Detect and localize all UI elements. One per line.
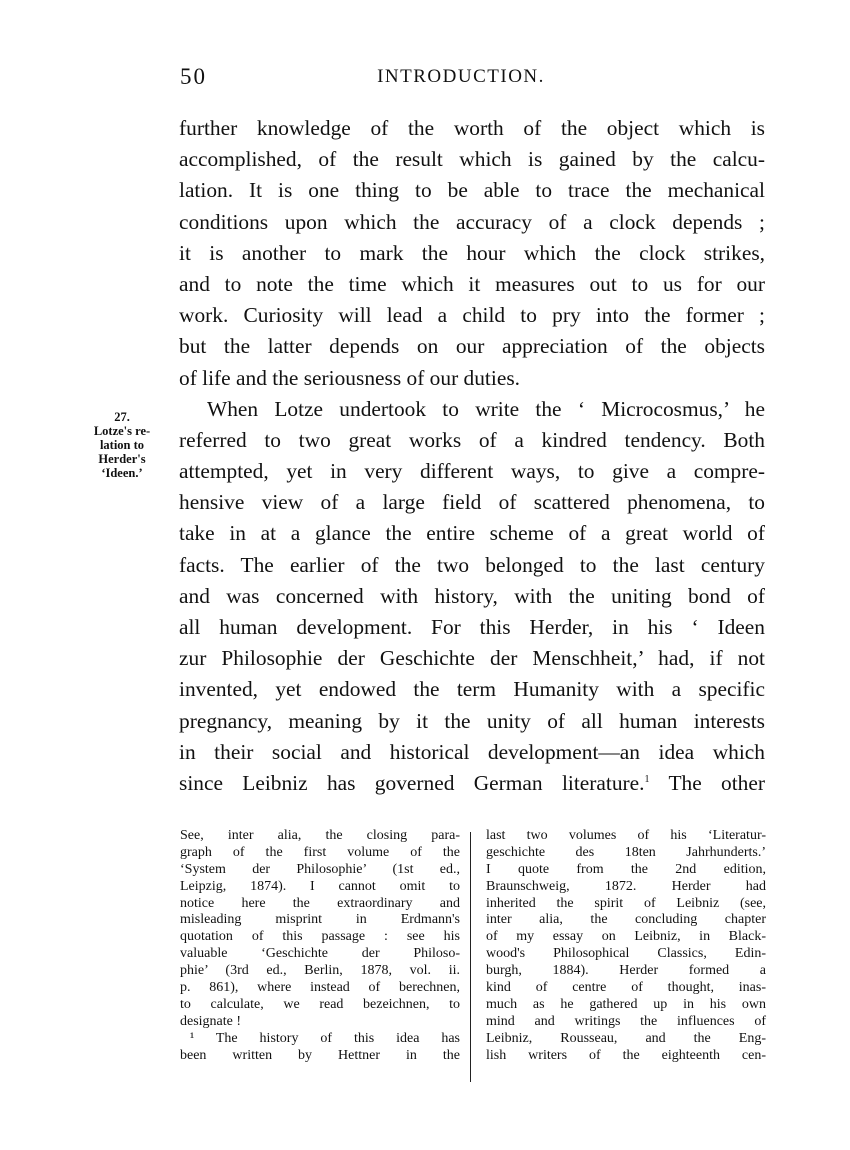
footnote-line: Leibniz, Rousseau, and the Eng- xyxy=(486,1030,766,1046)
body-line: pregnancy, meaning by it the unity of all human interests xyxy=(179,708,765,733)
margin-note-line: ‘Ideen.’ xyxy=(101,466,143,480)
footnote-line: notice here the extraordinary and xyxy=(180,895,460,911)
margin-note xyxy=(82,410,162,480)
footnote-line: wood's Philosophical Classics, Edin- xyxy=(486,946,766,962)
footnote-line: ¹ The history of this idea has xyxy=(190,1030,460,1046)
footnote-line: kind of centre of thought, inas- xyxy=(486,980,766,996)
body-line: When Lotze undertook to write the ‘ Microcosmus,’ he xyxy=(207,396,765,421)
footnote-line: been written by Hettner in the xyxy=(180,1047,460,1063)
body-line: it is another to mark the hour which the clock strikes, xyxy=(179,240,765,265)
running-head: INTRODUCTION. xyxy=(377,66,545,87)
margin-note-line: Lotze's re- xyxy=(93,424,151,438)
body-line: referred to two great works of a kindred tendency. Both xyxy=(179,427,765,452)
footnote-line: valuable ‘Geschichte der Philoso- xyxy=(180,946,460,962)
footnote-line: Braunschweig, 1872. Herder had xyxy=(486,878,766,894)
margin-note-line: Herder's xyxy=(98,452,146,466)
footnote-line: lish writers of the eighteenth cen- xyxy=(486,1047,766,1063)
body-line: accomplished, of the result which is gained by the calcu- xyxy=(179,147,765,172)
body-line: in their social and historical development—an idea which xyxy=(179,739,765,764)
margin-note-number: 27. xyxy=(114,410,130,424)
body-line: all human development. For this Herder, in his ‘ Ideen xyxy=(179,615,765,639)
body-line: zur Philosophie der Geschichte der Menschheit,’ had, if not xyxy=(179,646,765,671)
body-line: and to note the time which it measures out to us for our xyxy=(179,271,765,296)
footnote-line: designate ! xyxy=(180,1013,242,1029)
footnote-line: inter alia, the concluding chapter xyxy=(486,912,766,928)
footnote-line: burgh, 1884). Herder formed a xyxy=(486,963,766,979)
footnote-marker: 1 xyxy=(644,773,650,785)
body-line-text: since Leibniz has governed German literature. xyxy=(179,770,645,795)
footnote-line: last two volumes of his ‘Literatur- xyxy=(486,828,766,843)
page-header xyxy=(176,64,766,94)
body-line: lation. It is one thing to be able to trace the mechanical xyxy=(179,178,765,203)
footnote-line: misleading misprint in Erdmann's xyxy=(180,912,460,928)
footnote-line: See, inter alia, the closing para- xyxy=(180,828,460,843)
footnote-line: much as he gathered up in his own xyxy=(486,996,766,1012)
footnote-column-divider xyxy=(470,832,471,1082)
body-line-text: The other xyxy=(668,770,765,795)
footnote-line: quotation of this passage : see his xyxy=(180,929,460,945)
footnote-line: geschichte des 18ten Jahrhunderts.’ xyxy=(486,844,766,860)
footnote-line: inherited the spirit of Leibniz (see, xyxy=(486,895,766,911)
footnote-line: to calculate, we read bezeichnen, to xyxy=(180,996,460,1012)
footnote-line: ‘System der Philosophie’ (1st ed., xyxy=(180,861,460,877)
body-line: invented, yet endowed the term Humanity with a specific xyxy=(179,677,765,702)
body-line: work. Curiosity will lead a child to pry into the former ; xyxy=(179,303,765,328)
body-line: and was concerned with history, with the uniting bond of xyxy=(179,583,765,608)
body-line: take in at a glance the entire scheme of a great world of xyxy=(179,521,765,546)
body-line-final xyxy=(179,768,765,799)
margin-note-line: lation to xyxy=(99,438,145,452)
footnote-column-right xyxy=(486,828,766,1064)
footnote-line: p. 861), where instead of berechnen, xyxy=(180,980,460,996)
footnote-line: of my essay on Leibniz, in Black- xyxy=(486,929,766,945)
page-number: 50 xyxy=(180,64,207,89)
body-line: of life and the seriousness of our duties. xyxy=(179,365,520,390)
body-line: conditions upon which the accuracy of a clock depends ; xyxy=(179,209,765,234)
body-text xyxy=(179,113,765,799)
footnote-column-left xyxy=(180,828,460,1064)
footnote-line: Leipzig, 1874). I cannot omit to xyxy=(180,878,460,894)
body-line: further knowledge of the worth of the object which is xyxy=(179,116,765,140)
footnote-line: phie’ (3rd ed., Berlin, 1878, vol. ii. xyxy=(180,963,460,979)
footnote-line: graph of the first volume of the xyxy=(180,844,460,860)
footnote-line: I quote from the 2nd edition, xyxy=(486,861,766,877)
body-line: hensive view of a large field of scattered phenomena, to xyxy=(179,490,765,515)
body-line: facts. The earlier of the two belonged to the last century xyxy=(179,552,765,577)
body-line: attempted, yet in very different ways, to give a compre- xyxy=(179,459,765,484)
body-line: but the latter depends on our appreciation of the objects xyxy=(179,334,765,359)
footnote-line: mind and writings the influences of xyxy=(486,1013,766,1029)
footnotes xyxy=(180,828,766,1088)
